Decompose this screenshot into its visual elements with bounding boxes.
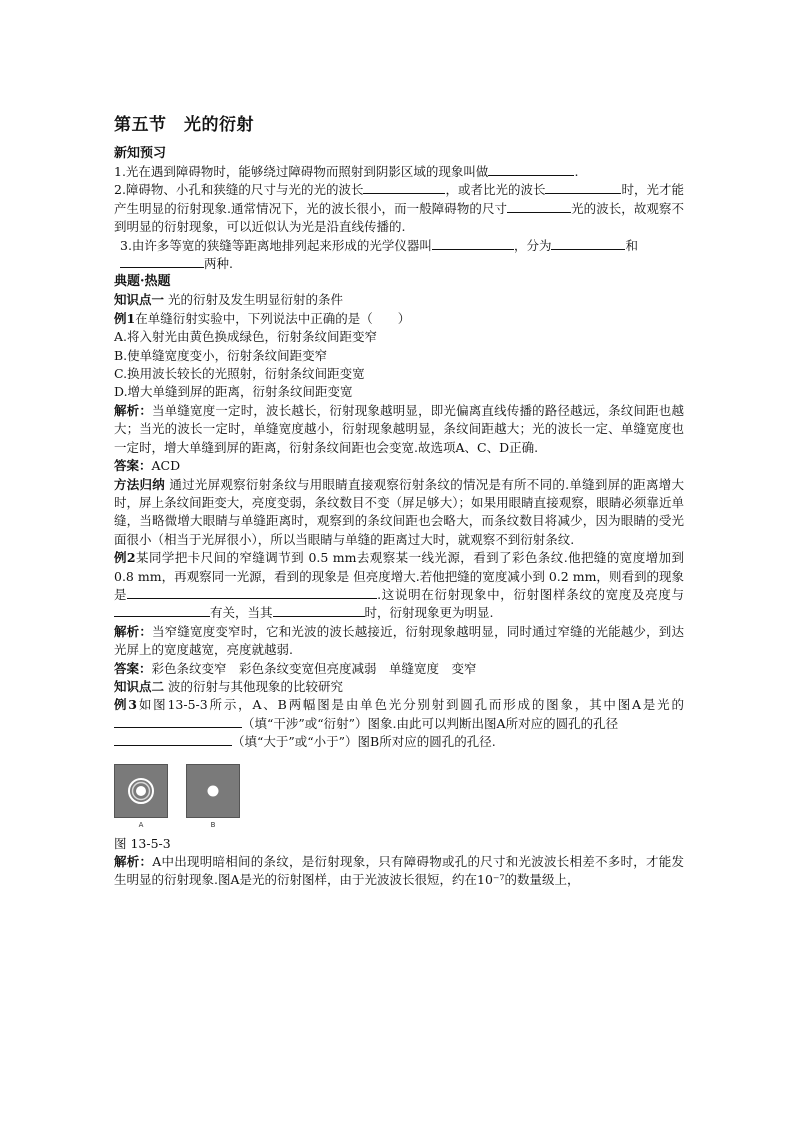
figure-caption: 图 13-5-3 — [114, 835, 171, 851]
example-2-analysis: 解析：当窄缝宽度变窄时，它和光波的波长越接近，衍射现象越明显，同时通过窄缝的光能越少，到达光屏上的宽度越宽，亮度就越弱. — [114, 623, 684, 658]
example-2-answer: 答案：彩色条纹变窄 彩色条纹变宽但亮度减弱 单缝宽度 变窄 — [114, 660, 477, 676]
answer-blank[interactable] — [551, 237, 625, 250]
example-3-stem: 例3如图13-5-3所示，A、B两幅图是由单色光分别射到圆孔而形成的图象，其中图A是光的（填“干涉”或“衍射”）图象.由此可以判断出图A所对应的圆孔的孔径 （填“大于”或“小于”）图B所对应的圆孔的孔径. — [114, 697, 684, 750]
example-1-analysis: 解析：当单缝宽度一定时，波长越长，衍射现象越明显，即光偏离直线传播的路径越远，条纹间距也越大；当光的波长一定时，单缝宽度越小，衍射现象越明显，条纹间距越大；光的波长一定、单缝宽度也一定时，增大单缝到屏的距离，衍射条纹间距也会变宽.故选项A、C、D正确. — [114, 402, 684, 455]
figure-13-5-3 — [114, 764, 684, 829]
answer-blank[interactable] — [120, 255, 204, 268]
diffraction-pattern-image — [114, 764, 168, 818]
answer-blank[interactable] — [273, 604, 365, 617]
answer-blank[interactable] — [114, 715, 242, 728]
method-summary: 方法归纳 通过光屏观察衍射条纹与用眼睛直接观察衍射条纹的情况是有所不同的.单缝到屏的距离增大时，屏上条纹间距变大，亮度变弱，条纹数目不变（屏足够大）；如果用眼睛直接观察，眼睛必须靠近单缝，当略微增大眼睛与单缝距离时，观察到的条纹间距也会略大，而条纹数目将减少，因为眼睛的受光面很小（相当于光屏很小），所以当眼睛与单缝的距离过大时，就观察不到衍射条纹. — [114, 476, 684, 547]
answer-blank[interactable] — [114, 604, 210, 617]
answer-blank[interactable] — [545, 181, 621, 194]
example-1-answer: 答案：ACD — [114, 458, 181, 474]
knowledge-point-2: 知识点二 波的衍射与其他现象的比较研究 — [114, 678, 343, 694]
section-heading-examples: 典题·热题 — [114, 274, 171, 290]
figure-b-label: B — [210, 820, 216, 829]
example-2-stem: 例2某同学把卡尺间的窄缝调节到 0.5 mm去观察某一线光源，看到了彩色条纹.他把缝的宽度增加到 0.8 mm，再观察同一光源，看到的现象是 但亮度增大.若他把缝的宽度减小到 0.2 mm，则看到的现象是 .这说明在衍射现象中，衍射图样条纹的宽度及亮度与有关，当其 时，衍射现象更为明显. — [114, 550, 684, 621]
option-d: D.增大单缝到屏的距离，衍射条纹间距变宽 — [114, 384, 353, 400]
document-page — [114, 110, 684, 890]
figure-b — [186, 764, 240, 829]
question-1: 1.光在遇到障碍物时，能够绕过障碍物而照射到阴影区域的现象叫做 . — [114, 164, 579, 179]
figure-a — [114, 764, 168, 829]
question-3: 3.由许多等宽的狭缝等距离地排列起来形成的光学仪器叫 ，分为 和 两种. — [120, 237, 638, 272]
section-heading-preview: 新知预习 — [114, 146, 167, 161]
light-spot-image — [186, 764, 240, 818]
option-b: B.使单缝宽度变小，衍射条纹间距变窄 — [114, 347, 328, 363]
knowledge-point-1: 知识点一 光的衍射及发生明显衍射的条件 — [114, 292, 343, 308]
option-a: A.将入射光由黄色换成绿色，衍射条纹间距变窄 — [114, 329, 378, 345]
answer-blank[interactable] — [507, 200, 571, 213]
option-c: C.换用波长较长的光照射，衍射条纹间距变宽 — [114, 366, 365, 382]
answer-blank[interactable] — [127, 586, 377, 599]
answer-blank[interactable] — [363, 181, 445, 194]
page-title: 第五节 光的衍射 — [114, 115, 254, 135]
question-2: 2.障碍物、小孔和狭缝的尺寸与光的光的波长 ，或者比光的波长 时，光才能产生明显的衍射现象.通常情况下，光的波长很小，而一般障碍物的尺寸 光的波长，故观察不到明显的衍射现象，可以近似认为光是沿直线传播的. — [114, 182, 684, 235]
example-3-analysis: 解析：A中出现明暗相间的条纹，是衍射现象，只有障碍物或孔的尺寸和光波波长相差不多时，才能发生明显的衍射现象.图A是光的衍射图样，由于光波波长很短，约在10⁻⁷的数量级上， — [114, 854, 684, 888]
answer-blank[interactable] — [432, 237, 514, 250]
example-1-stem: 例1在单缝衍射实验中，下列说法中正确的是（ ） — [114, 310, 411, 326]
answer-blank[interactable] — [114, 733, 232, 746]
figure-a-label: A — [138, 820, 144, 829]
answer-blank[interactable] — [488, 163, 574, 176]
